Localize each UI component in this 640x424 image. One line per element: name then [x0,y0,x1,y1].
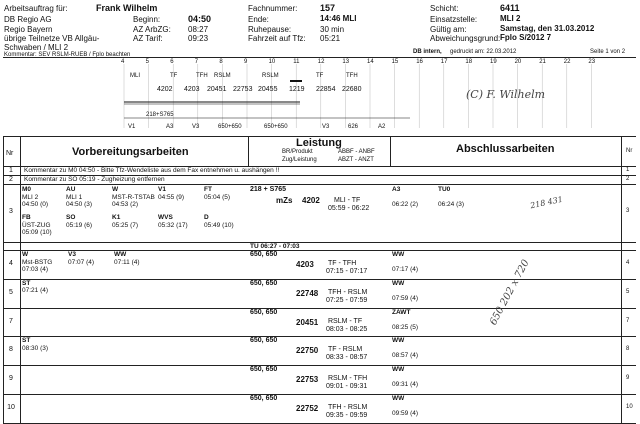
timeline-hour-label: 11 [293,59,300,65]
train-route: TFH - RSLM [328,288,368,296]
tu-comment: TU 06:27 - 07:03 [250,243,300,250]
col-br-produkt: BR/Produkt [282,149,313,155]
row-1-nr: 1 [9,167,13,174]
train-route: RSLM - TFH [328,375,368,383]
prep-task: ST 07:21 (4) [22,279,49,295]
row-nr: 8 [9,346,13,354]
timeline-lower-626: 626 [348,124,359,130]
timeline-train-1219: 1219 [289,86,305,93]
prep-task [22,186,48,209]
prep-task-code: V1 [158,186,166,193]
timeline-train-20451: 20451 [207,86,227,93]
row-1-nr-right: 1 [626,167,630,173]
post-task-time: 06:24 (3) [438,201,465,208]
org-line-3: übrige Teilnetze VB Allgäu- [4,34,100,43]
prep-task-time: 05:19 (6) [66,221,93,229]
auftrag-label: Arbeitsauftrag für: [4,4,68,13]
timeline-hour-label: 16 [416,59,423,65]
timeline-lower-v3-2: V3 [322,124,330,130]
timeline-hour-label: 17 [440,59,448,65]
post-task: WW 07:17 (4) [392,251,419,273]
row-3-nr: 3 [9,208,13,215]
row-3-handwriting: 218 431 [529,194,564,211]
train-br: 650, 650 [250,251,278,258]
header-comment: Kommentar: SEV RSLM-RUEB / Fplo beachten [4,52,131,58]
prep-task-code: K1 [112,214,121,221]
train-time: 07:15 - 07:17 [326,268,368,275]
prep-task-time: 05:09 (10) [22,229,52,236]
prep-task-time: 05:04 (5) [204,193,231,201]
timeline-note: 218+S765 [146,112,174,118]
timeline-hour-label: 13 [342,59,350,65]
prep-task: WW 07:11 (4) [114,251,140,266]
ende-label: Ende: [248,15,269,24]
tarif-value: 09:23 [188,34,209,43]
col-nr: Nr [6,150,14,157]
prep-task-time: 05:32 (17) [158,221,188,229]
train-route: TFH - RSLM [328,404,368,411]
timeline-lower-v1: V1 [128,124,136,130]
timeline-hour-label: 12 [317,59,325,65]
train-number: 22752 [296,404,319,413]
timeline-lower-a2: A2 [378,124,386,130]
ruhe-value: 30 min [320,25,345,34]
timeline-lower-650b: 650+650 [264,124,288,130]
timeline-hour-label: 23 [588,59,596,65]
ende-value: 14:46 MLI [320,14,357,23]
prep-task-place: MLI 2 [22,193,39,201]
timeline-station-rslm: RSLM [214,73,231,79]
prep-task-place: ÜST-ZUG [22,221,51,229]
timeline-hour-label: 8 [219,59,223,65]
row-nr-right: 10 [626,404,633,410]
prep-task [112,214,138,229]
post-task-code: TU0 [438,186,451,193]
train-number: 22748 [296,288,319,298]
train-time: 09:01 - 09:31 [326,383,368,391]
row-3-train-no: 4202 [302,196,320,205]
train-time: 08:03 - 08:25 [326,325,368,333]
post-task: WW 08:57 (4) [392,337,419,360]
post-task: WW 09:59 (4) [392,395,419,417]
timeline-station-tfh: TFH [196,73,208,79]
prep-task-code: FT [204,186,212,193]
timeline-hour-label: 20 [514,59,522,65]
abw-label: Abweichungsgrund: [430,34,501,43]
timeline-hour-label: 21 [539,59,546,65]
tarif-label: AZ Tarif: [133,34,163,43]
org-line-2: Regio Bayern [4,25,53,34]
timeline-hour-label: 15 [391,59,399,65]
timeline-hour-label: 10 [268,59,276,65]
fach-value: 157 [320,3,336,13]
row-nr-right: 4 [626,260,630,266]
person-name: Frank Wilhelm [96,3,158,13]
prep-task [204,186,230,201]
timeline-hour-label: 5 [145,59,149,65]
row-nr-right: 8 [626,346,630,353]
train-number: 20451 [296,317,319,327]
prep-task-time: 04:50 (3) [66,201,93,208]
prep-task [66,186,92,209]
timeline-train-4203: 4203 [184,86,200,93]
col-nr-right: Nr [626,148,633,154]
timeline-train-22680: 22680 [342,86,362,93]
beginn-value: 04:50 [188,14,212,24]
prep-task-time: 05:49 (10) [204,221,234,229]
timeline-station-tf-2: TF [316,73,324,79]
prep-task-place: MST-R-TSTAB [112,193,155,201]
prep-task [158,214,188,229]
train-br: 650, 650 [250,337,278,345]
row-3-route: MLI - TF [334,197,361,204]
row-nr-right: 9 [626,375,630,382]
train-route: TF - RSLM [328,346,363,354]
timeline-station-tf: TF [170,73,178,79]
fahrzeit-label: Fahrzeit auf Tfz: [248,34,306,43]
row-3-prod: mZs [276,196,293,205]
einsatz-label: Einsatzstelle: [430,15,478,24]
col-abzt: ABZT - ANZT [338,157,374,163]
ruhe-label: Ruhepause: [248,25,292,34]
col-zug-leistung: Zug/Leistung [282,157,317,163]
prep-task [66,214,92,229]
timeline-hour-label: 4 [121,59,125,65]
row-nr: 4 [9,260,13,267]
gueltig-label: Gültig am: [430,25,467,34]
timeline-hour-label: 18 [465,59,473,65]
prep-task [112,186,155,209]
col-vorbereitung: Vorbereitungsarbeiten [72,146,189,158]
row-nr: 9 [9,375,13,383]
train-time: 09:35 - 09:59 [326,412,368,419]
train-br: 650, 650 [250,366,278,374]
row-nr: 7 [9,317,13,325]
row-3-time: 05:59 - 06:22 [328,205,370,212]
beginn-label: Beginn: [133,15,161,24]
prep-task: W Mst-BSTG 07:03 (4) [22,251,53,273]
train-route: TF - TFH [328,260,357,267]
timeline-train-22753: 22753 [233,86,253,93]
prep-task-code: SO [66,214,76,221]
train-time: 08:33 - 08:57 [326,354,368,362]
timeline-hour-label: 14 [367,59,374,65]
comment-row-1: Kommentar zu M0 04:50 - Bitte Tfz-Wendeliste aus dem Fax entnehmen u. aushängen !! [24,167,280,174]
prep-task-time: 05:25 (7) [112,221,139,229]
prep-task-code: M0 [22,186,32,193]
row-nr-right: 7 [626,317,630,324]
schicht-label: Schicht: [430,4,459,13]
watermark-signature: (C) F. Wilhelm [466,88,546,101]
timeline-hour-label: 6 [170,59,174,65]
train-number: 22753 [296,375,319,385]
arbzg-value: 08:27 [188,25,209,34]
timeline-hour-label: 7 [194,59,199,65]
train-number: 22750 [296,346,319,356]
col-abschluss: Abschlussarbeiten [456,143,555,155]
timeline-lower-a3: A3 [166,124,174,130]
post-task: ZAWT 08:25 (5) [392,308,419,331]
comment-row-2: Kommentar zu SO 05:19 - Zugheizung entfernen [24,176,165,183]
timeline-hour-label: 9 [244,59,248,65]
abw-value: Fplo S/2012 7 [500,33,552,42]
timeline-train-20455: 20455 [258,86,278,93]
train-br: 650, 650 [250,395,278,402]
post-task-code: A3 [392,186,401,193]
row-3-br: 218 + S765 [250,186,287,193]
prep-task [204,214,234,229]
timeline-train-4202: 4202 [157,86,173,93]
prep-task-place: MLI 1 [66,193,83,201]
row-2-nr: 2 [9,176,13,183]
page-indicator: Seite 1 von 2 [590,49,626,55]
fach-label: Fachnummer: [248,4,298,13]
post-task-time: 06:22 (2) [392,201,419,208]
org-line-1: DB Regio AG [4,15,52,24]
prep-task-code: D [204,214,209,221]
row-2-nr-right: 2 [626,176,630,182]
prep-task-code: WVS [158,214,173,221]
gedruckt-label: gedruckt am: 22.03.2012 [450,49,517,55]
train-number: 4203 [296,260,314,269]
timeline-hour-label: 19 [490,59,497,65]
org-line-4: Schwaben / MLI 2 [4,43,69,52]
row-nr-right: 5 [626,288,630,295]
prep-task-time: 04:55 (9) [158,193,185,201]
row-3-nr-right: 3 [626,208,630,214]
timeline-station-tfh-2: TFH [346,73,358,79]
post-task [438,186,464,209]
einsatz-value: MLI 2 [500,14,521,23]
post-task: WW 09:31 (4) [392,366,419,389]
train-br: 650, 650 [250,279,278,287]
timeline-station-mli: MLI [130,73,141,79]
schicht-value: 6411 [500,3,520,13]
timeline-train-22854: 22854 [316,86,336,93]
prep-task [158,186,184,201]
prep-task-time: 04:50 (0) [22,201,49,208]
fahrzeit-value: 05:21 [320,34,341,43]
timeline-station-rslm-2: RSLM [262,73,279,79]
post-task: WW 07:59 (4) [392,279,419,302]
row-nr: 10 [7,404,15,411]
post-task [392,186,418,209]
prep-task: ST 08:30 (3) [22,337,49,352]
train-time: 07:25 - 07:59 [326,296,368,304]
handwritten-note: 650 202 x 720 [488,258,532,328]
train-br: 650, 650 [250,308,278,316]
prep-task [22,214,52,237]
row-nr: 5 [9,288,13,296]
gueltig-value: Samstag, den 31.03.2012 [500,24,595,33]
col-abbf: ABBF - ANBF [338,149,375,155]
prep-task-code: AU [66,186,76,193]
timeline-hour-label: 22 [563,59,571,65]
prep-task: V3 07:07 (4) [68,251,95,266]
col-leistung: Leistung [296,137,342,149]
timeline-lower-v3: V3 [192,124,200,130]
prep-task-code: FB [22,214,31,221]
prep-task-code: W [112,186,119,193]
train-route: RSLM - TF [328,317,363,325]
arbzg-label: AZ ArbZG: [133,25,171,34]
prep-task-time: 04:53 (2) [112,201,139,208]
timeline-lower-650a: 650+650 [218,124,242,130]
intern-label: DB intern, [413,49,442,55]
